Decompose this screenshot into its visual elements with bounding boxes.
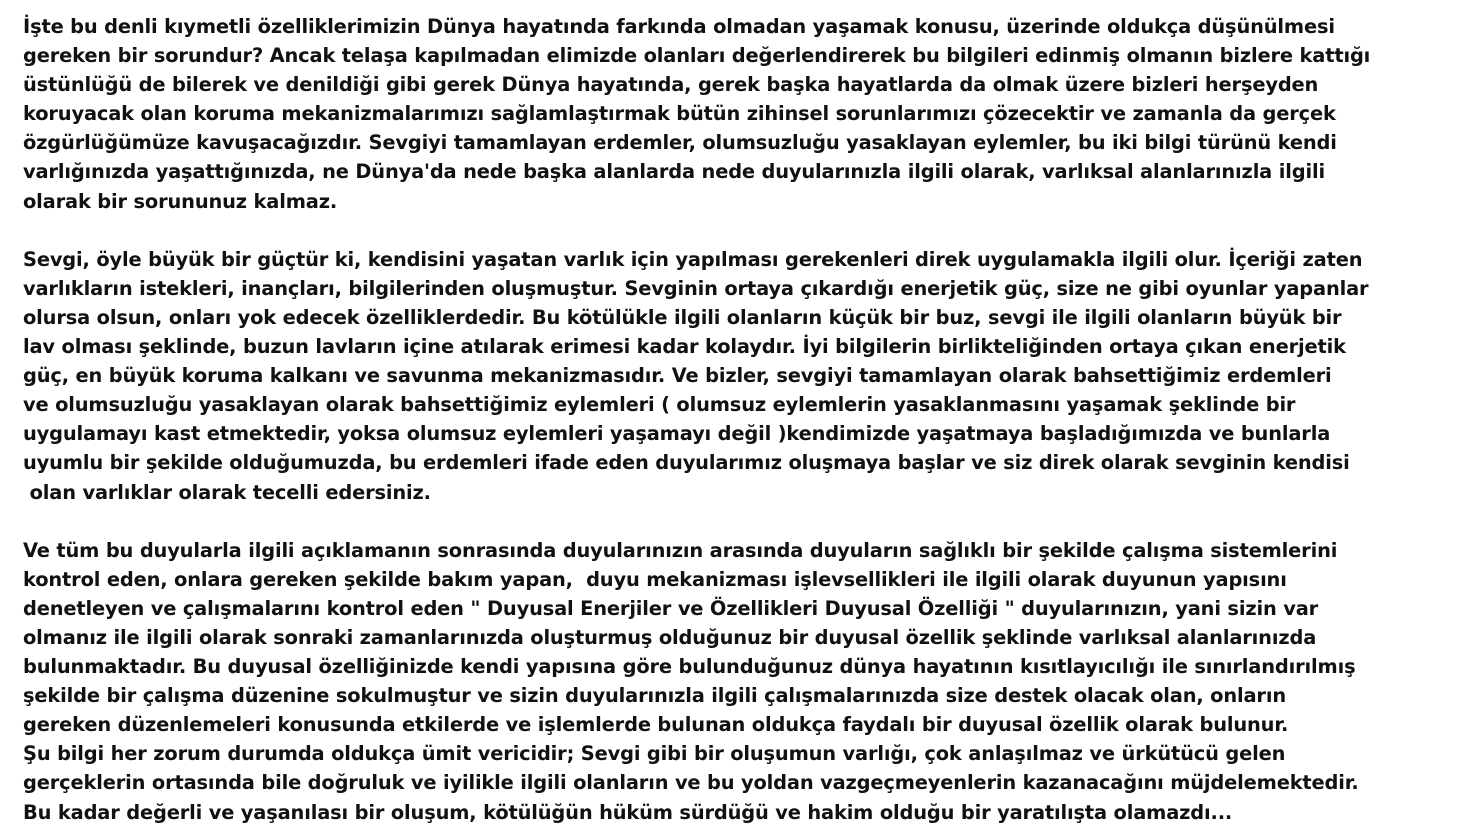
document-body xyxy=(23,12,1453,827)
text-line: şekilde bir çalışma düzenine sokulmuştur ve sizin duyularınızla ilgili çalışmalarınızda size destek olacak olan, onların xyxy=(23,684,1286,708)
text-line: İşte bu denli kıymetli özelliklerimizin Dünya hayatında farkında olmadan yaşamak konusu, üzerinde oldukça düşünülmesi xyxy=(23,15,1335,38)
text-line: koruyacak olan koruma mekanizmalarımızı sağlamlaştırmak bütün zihinsel sorunlarımızı çözecektir ve zamanla da gerçek xyxy=(23,102,1336,126)
text-line: Ve tüm bu duyularla ilgili açıklamanın sonrasında duyularınızın arasında duyuların sağlıklı bir şekilde çalışma sistemlerini xyxy=(23,538,1338,562)
text-line: olarak bir sorununuz kalmaz. xyxy=(23,189,338,213)
paragraph-1 xyxy=(23,12,1453,216)
text-line: Bu kadar değerli ve yaşanılası bir oluşum, kötülüğün hüküm sürdüğü ve hakim olduğu bir yaratılışta olamazdı... xyxy=(23,800,1233,824)
text-line: varlığınızda yaşattığınızda, ne Dünya'da nede başka alanlarda nede duyularınızla ilgili olarak, varlıksal alanlarınızla ilgili xyxy=(23,160,1325,184)
paragraph-spacer xyxy=(23,507,1453,536)
text-line: bulunmaktadır. Bu duyusal özelliğinizde kendi yapısına göre bulunduğunuz dünya hayatının kısıtlayıcılığı ile sınırlandırılmış xyxy=(23,655,1356,679)
text-line: kontrol eden, onlara gereken şekilde bakım yapan, duyu mekanizması işlevsellikleri ile ilgili olarak duyunun yapısını xyxy=(23,567,1287,591)
text-line: ve olumsuzluğu yasaklayan olarak bahsettiğimiz eylemleri ( olumsuz eylemlerin yasaklanmasını yaşamak şeklinde bir xyxy=(23,393,1296,417)
text-line: olan varlıklar olarak tecelli edersiniz. xyxy=(23,480,431,504)
text-line: gereken düzenlemeleri konusunda etkilerde ve işlemlerde bulunan oldukça faydalı bir duyusal özellik olarak bulunur. xyxy=(23,713,1289,737)
text-line: uyumlu bir şekilde olduğumuzda, bu erdemleri ifade eden duyularımız oluşmaya başlar ve siz direk olarak sevginin kendisi xyxy=(23,451,1350,475)
text-line: varlıkların istekleri, inançları, bilgilerinden oluşmuştur. Sevginin ortaya çıkardığı enerjetik güç, size ne gibi oyunlar yapanlar xyxy=(23,276,1369,300)
text-line: gerçeklerin ortasında bile doğruluk ve iyilikle ilgili olanların ve bu yoldan vazgeçmeyenlerin kazanacağını müjdelemektedir. xyxy=(23,771,1359,795)
text-line: Sevgi, öyle büyük bir güçtür ki, kendisini yaşatan varlık için yapılması gerekenleri direk uygulamakla ilgili olur. İçeriği zaten xyxy=(23,247,1363,271)
text-line: uygulamayı kast etmektedir, yoksa olumsuz eylemleri yaşamayı değil )kendimizde yaşatmaya başladığımızda ve bunlarla xyxy=(23,422,1331,446)
text-line: olmanız ile ilgili olarak sonraki zamanlarınızda oluşturmuş olduğunuz bir duyusal özellik şeklinde varlıksal alanlarınızda xyxy=(23,625,1317,649)
text-line: lav olması şeklinde, buzun lavların içine atılarak erimesi kadar kolaydır. İyi bilgilerin birlikteliğinden ortaya çıkan enerjetik xyxy=(23,335,1346,359)
text-line: üstünlüğü de bilerek ve denildiği gibi gerek Dünya hayatında, gerek başka hayatlarda da olmak üzere bizleri herşeyden xyxy=(23,73,1319,97)
paragraph-2 xyxy=(23,245,1453,507)
text-line: gereken bir sorundur? Ancak telaşa kapılmadan elimizde olanları değerlendirerek bu bilgileri edinmiş olmanın bizlere kattığı xyxy=(23,44,1371,68)
text-line: Şu bilgi her zorum durumda oldukça ümit vericidir; Sevgi gibi bir oluşumun varlığı, çok anlaşılmaz ve ürkütücü gelen xyxy=(23,742,1286,766)
text-line: özgürlüğümüze kavuşacağızdır. Sevgiyi tamamlayan erdemler, olumsuzluğu yasaklayan eylemler, bu iki bilgi türünü kendi xyxy=(23,131,1337,155)
text-line: olursa olsun, onları yok edecek özelliklerdedir. Bu kötülükle ilgili olanların küçük bir buz, sevgi ile ilgili olanların büyük bir xyxy=(23,305,1342,329)
paragraph-3 xyxy=(23,536,1453,827)
text-line: güç, en büyük koruma kalkanı ve savunma mekanizmasıdır. Ve bizler, sevgiyi tamamlayan olarak bahsettiğimiz erdemleri xyxy=(23,364,1332,388)
paragraph-spacer xyxy=(23,216,1453,245)
text-line: denetleyen ve çalışmalarını kontrol eden " Duyusal Enerjiler ve Özellikleri Duyusal Özelliği " duyularınızın, yani sizin var xyxy=(23,596,1319,620)
